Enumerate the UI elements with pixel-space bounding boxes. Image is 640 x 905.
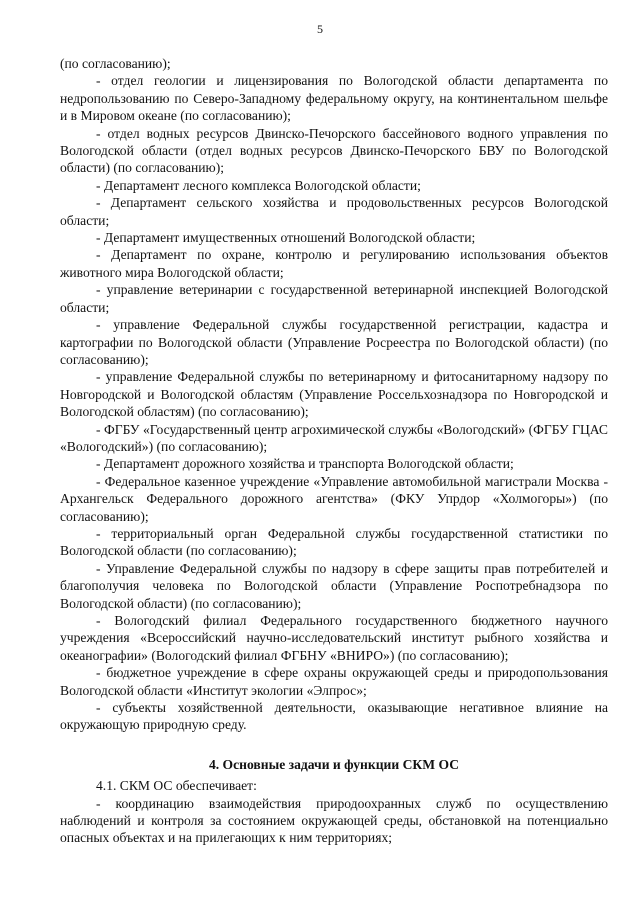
page-number: 5: [317, 22, 323, 36]
section-intro: 4.1. СКМ ОС обеспечивает:: [96, 778, 257, 794]
list-item: - Департамент лесного комплекса Вологодской области;: [96, 177, 421, 193]
section-heading: 4. Основные задачи и функции СКМ ОС: [208, 756, 460, 772]
list-item: - Департамент сельского хозяйства и продовольственных ресурсов Вологодской области;: [60, 195, 608, 228]
list-item: - управление Федеральной службы по ветеринарному и фитосанитарному надзору по Новгородской и Вологодской областям (Управление Россельхознадзора по Новгородской и Вологодской областям) (по согласованию);: [60, 369, 608, 420]
list-item: - отдел геологии и лицензирования по Вологодской области департамента по недропользованию по Северо-Западному федеральному округу, на континентальном шельфе и в Мировом океане (по согласованию);: [60, 73, 608, 124]
list-item: - Федеральное казенное учреждение «Управление автомобильной магистрали Москва - Архангельск Федерального дорожного агентства» (ФКУ Упрдор «Холмогоры») (по согласованию);: [60, 473, 608, 524]
list-item: - управление ветеринарии с государственной ветеринарной инспекцией Вологодской области;: [60, 282, 608, 315]
list-item: - территориальный орган Федеральной службы государственной статистики по Вологодской области (по согласованию);: [60, 525, 608, 559]
list-item: - ФГБУ «Государственный центр агрохимической службы «Вологодский» (ФГБУ ГЦАС «Вологодский») (по согласованию);: [60, 421, 608, 454]
paragraph: (по согласованию);: [60, 56, 171, 71]
list-item: - отдел водных ресурсов Двинско-Печорского бассейнового водного управления по Вологодской области (отдел водных ресурсов Двинско-Печорского БВУ по Вологодской области) (по согласованию);: [60, 125, 608, 176]
list-item: - координацию взаимодействия природоохранных служб по осуществлению наблюдений и контроля за состоянием окружающей среды, обстановкой на потенциально опасных объектах и на прилегающих к ним территориях;: [60, 795, 608, 846]
list-item: - Департамент дорожного хозяйства и транспорта Вологодской области;: [96, 456, 514, 472]
list-item: - Департамент по охране, контролю и регулированию использования объектов животного мира Вологодской области;: [60, 247, 608, 280]
list-item: - Департамент имущественных отношений Вологодской области;: [96, 230, 476, 246]
list-item: - субъекты хозяйственной деятельности, оказывающие негативное влияние на окружающую природную среду.: [60, 700, 608, 733]
list-item: - Управление Федеральной службы по надзору в сфере защиты прав потребителей и благополучия человека по Вологодской области (Управление Роспотребнадзора по Вологодской области) (по согласованию);: [60, 560, 608, 611]
list-item: - управление Федеральной службы государственной регистрации, кадастра и картографии по Вологодской области (Управление Росреестра по Вологодской области) (по согласованию);: [60, 317, 608, 367]
document-body: [60, 55, 608, 847]
list-item: - Вологодский филиал Федерального государственного бюджетного научного учреждения «Всероссийский научно-исследовательский институт рыбного хозяйства и океанографии» (Вологодский филиал ФГБНУ «ВНИРО») (по согласованию);: [60, 613, 608, 663]
list-item: - бюджетное учреждение в сфере охраны окружающей среды и природопользования Вологодской области «Институт экологии «Элпрос»;: [60, 665, 608, 698]
